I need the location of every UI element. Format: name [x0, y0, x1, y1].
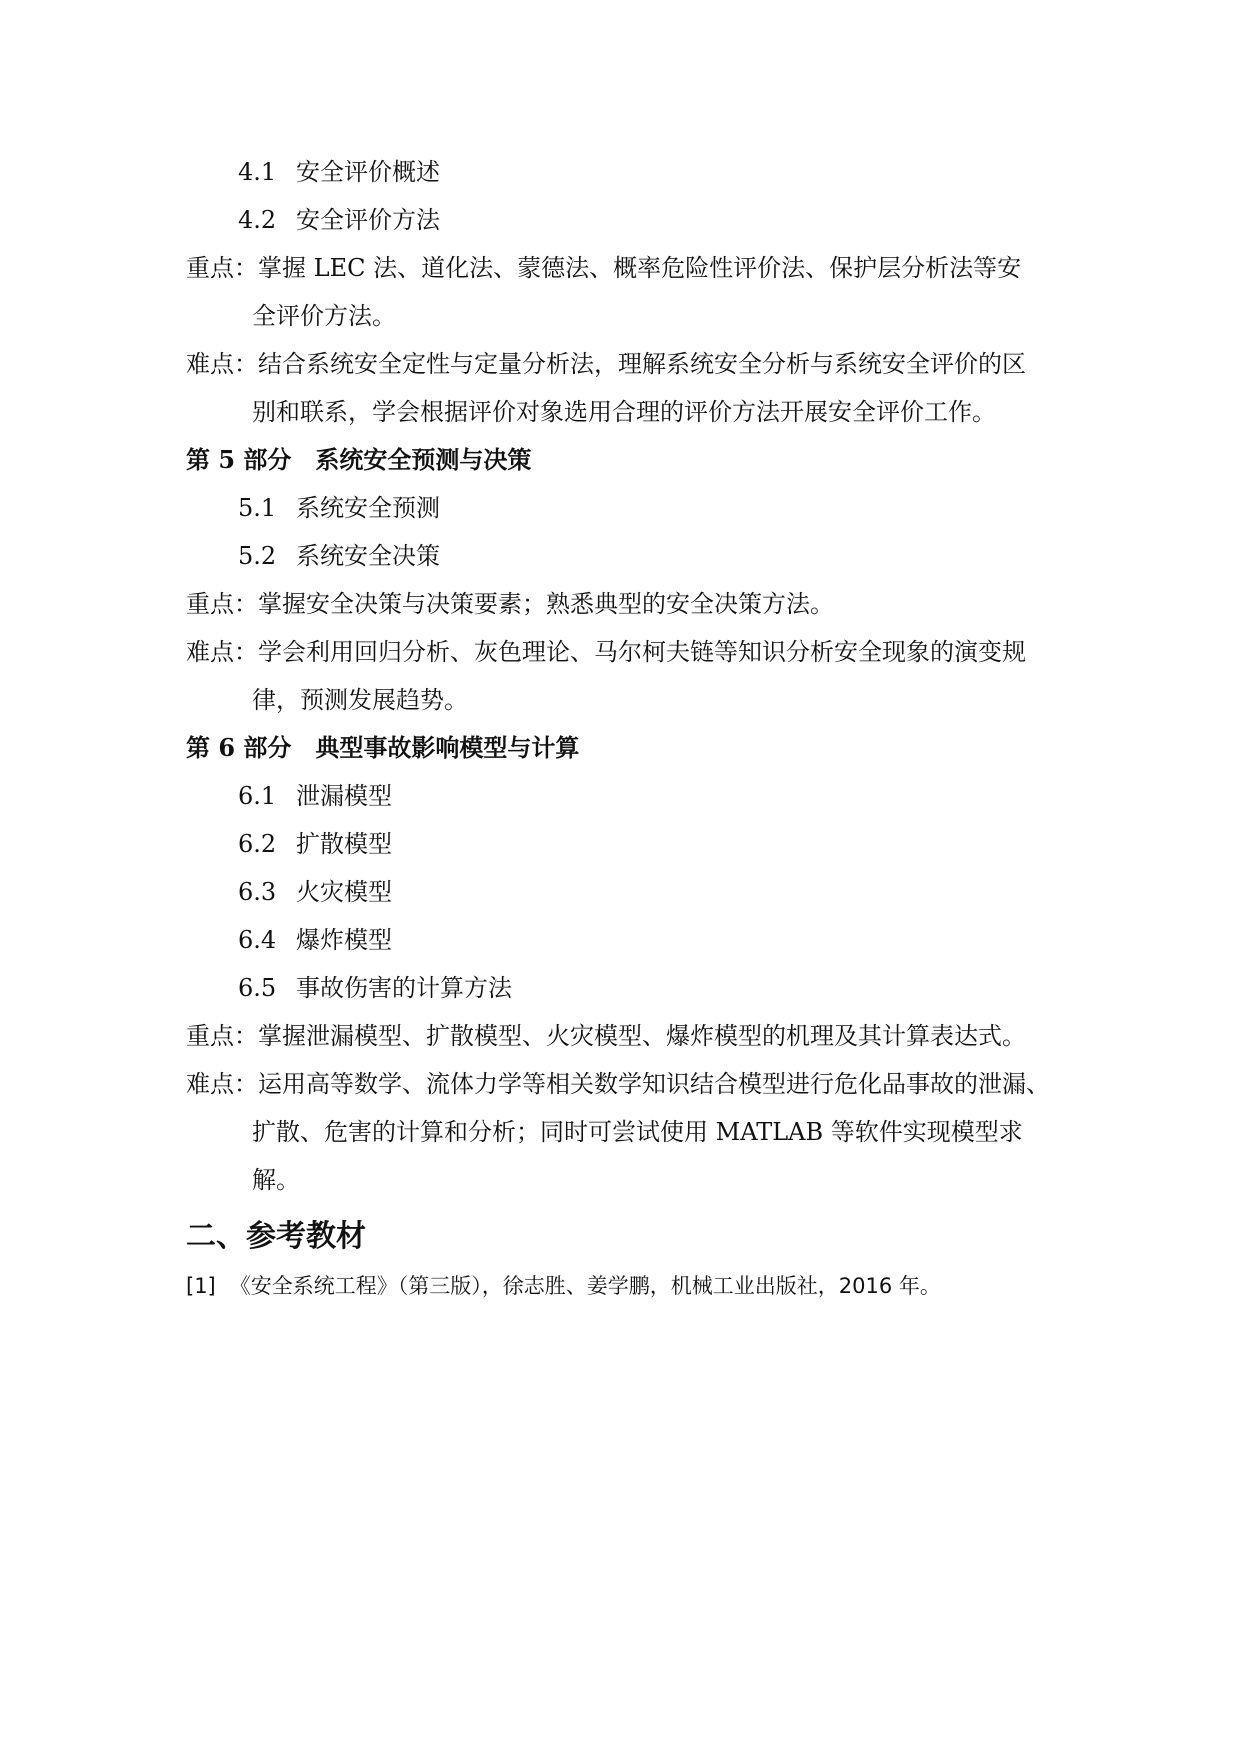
- difficult-label: 难点：: [186, 350, 258, 378]
- difficult-point: [186, 340, 1066, 388]
- item-text: 泄漏模型: [296, 782, 392, 810]
- item-number: 5.1: [238, 494, 277, 522]
- difficult-text: 运用高等数学、流体力学等相关数学知识结合模型进行危化品事故的泄漏、: [258, 1070, 1050, 1098]
- page-content: [186, 148, 1066, 1308]
- list-item: [186, 484, 1066, 532]
- difficult-text: 学会利用回归分析、灰色理论、马尔柯夫链等知识分析安全现象的演变规: [258, 638, 1026, 666]
- item-text: 火灾模型: [296, 878, 392, 906]
- item-text: 系统安全预测: [296, 494, 440, 522]
- list-item: [186, 916, 1066, 964]
- key-text: 掌握泄漏模型、扩散模型、火灾模型、爆炸模型的机理及其计算表达式。: [258, 1022, 1026, 1050]
- item-text: 安全评价概述: [296, 158, 440, 186]
- difficult-point-continued: 解。: [252, 1166, 300, 1194]
- key-point: [186, 1012, 1066, 1060]
- list-item: [186, 148, 1066, 196]
- item-number: 6.3: [238, 878, 277, 906]
- difficult-point: [186, 628, 1066, 676]
- difficult-text: 结合系统安全定性与定量分析法，理解系统安全分析与系统安全评价的区: [258, 350, 1026, 378]
- section-title: 二、参考教材: [186, 1219, 366, 1254]
- list-item: [186, 964, 1066, 1012]
- list-item: [186, 196, 1066, 244]
- item-text: 事故伤害的计算方法: [296, 974, 512, 1002]
- key-point: [186, 580, 1066, 628]
- item-number: 4.2: [238, 206, 277, 234]
- item-number: 6.5: [238, 974, 277, 1002]
- difficult-point-continued: 扩散、危害的计算和分析；同时可尝试使用 MATLAB 等软件实现模型求: [252, 1118, 1023, 1146]
- item-text: 爆炸模型: [296, 926, 392, 954]
- difficult-point-continued: 别和联系，学会根据评价对象选用合理的评价方法开展安全评价工作。: [252, 398, 996, 426]
- list-item: [186, 820, 1066, 868]
- reference-number: [1]: [186, 1274, 216, 1298]
- item-text: 扩散模型: [296, 830, 392, 858]
- item-number: 5.2: [238, 542, 277, 570]
- difficult-label: 难点：: [186, 1070, 258, 1098]
- item-text: 安全评价方法: [296, 206, 440, 234]
- difficult-point: [186, 1060, 1066, 1108]
- item-number: 6.1: [238, 782, 277, 810]
- key-text: 掌握安全决策与决策要素；熟悉典型的安全决策方法。: [258, 590, 834, 618]
- part-heading: 第 5 部分 系统安全预测与决策: [186, 445, 532, 474]
- list-item: [186, 532, 1066, 580]
- item-number: 6.2: [238, 830, 277, 858]
- key-point: [186, 244, 1066, 292]
- item-text: 系统安全决策: [296, 542, 440, 570]
- list-item: [186, 772, 1066, 820]
- key-label: 重点：: [186, 590, 258, 618]
- key-text: 掌握 LEC 法、道化法、蒙德法、概率危险性评价法、保护层分析法等安: [258, 254, 1022, 282]
- key-point-continued: 全评价方法。: [252, 302, 396, 330]
- key-label: 重点：: [186, 1022, 258, 1050]
- item-number: 6.4: [238, 926, 277, 954]
- item-number: 4.1: [238, 158, 277, 186]
- difficult-label: 难点：: [186, 638, 258, 666]
- reference-item: [186, 1264, 1066, 1308]
- part-heading: 第 6 部分 典型事故影响模型与计算: [186, 733, 580, 762]
- difficult-point-continued: 律，预测发展趋势。: [252, 686, 468, 714]
- list-item: [186, 868, 1066, 916]
- key-label: 重点：: [186, 254, 258, 282]
- reference-text: 《安全系统工程》（第三版），徐志胜、姜学鹏，机械工业出版社，2016 年。: [229, 1274, 941, 1298]
